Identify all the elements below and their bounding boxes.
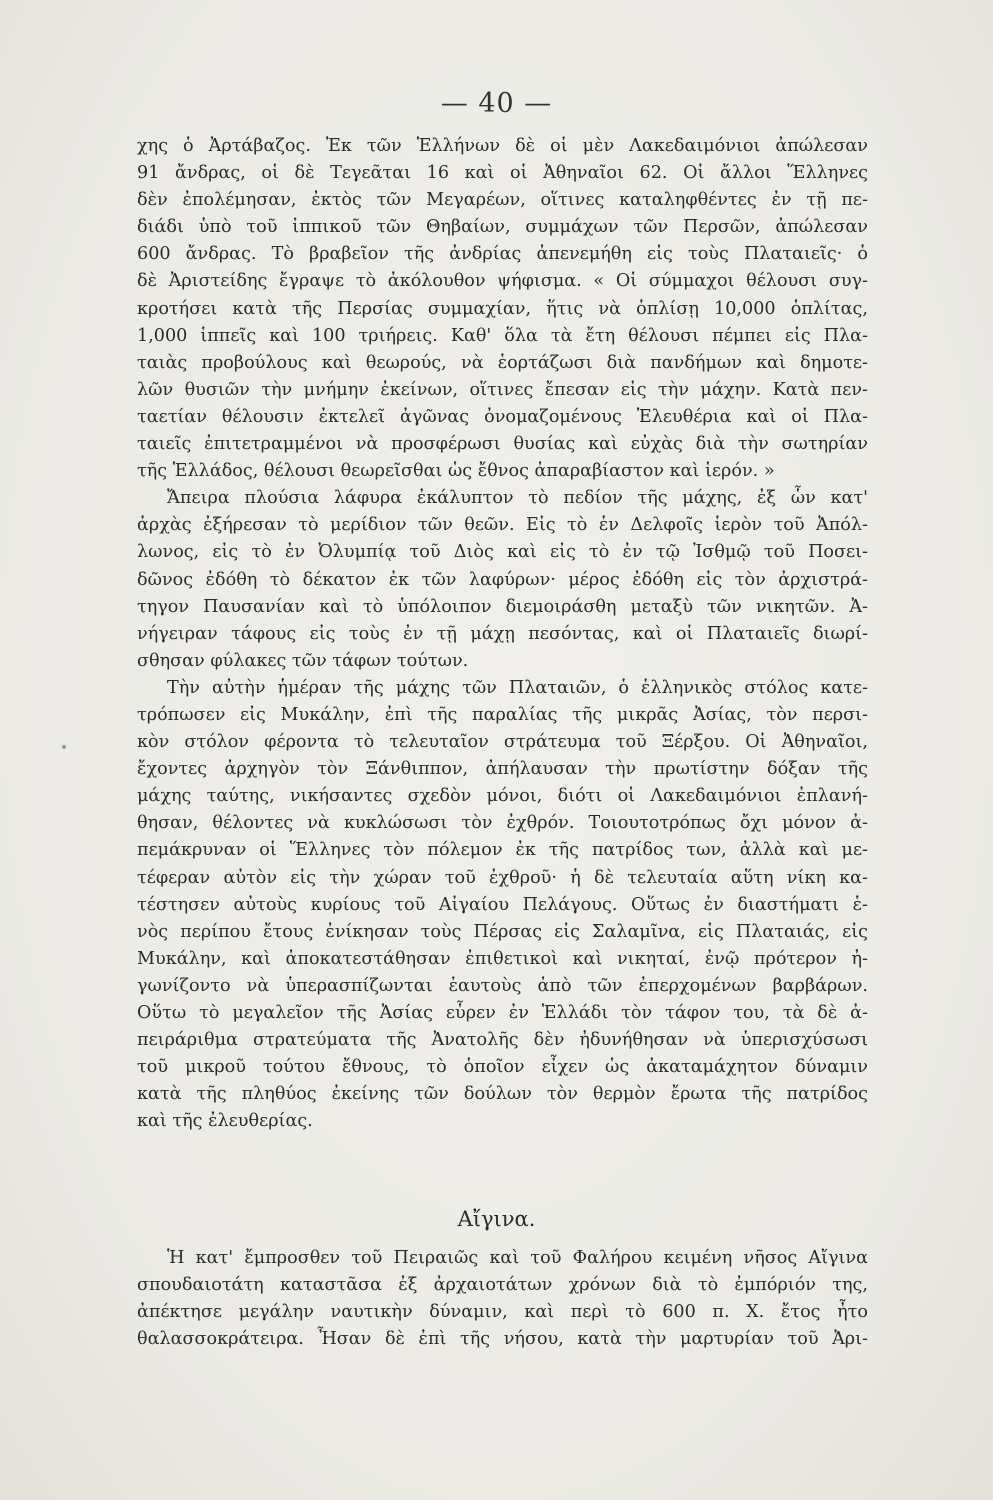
text-line: κατὰ τῆς πληθύος ἐκείνης τῶν δούλων τὸν θερμὸν ἔρωτα τῆς πατρίδος: [137, 1084, 868, 1105]
text-line: ταιὰς προβούλους καὶ θεωρούς, νὰ ἑορτάζωσι διὰ πανδήμων καὶ δημοτε-: [137, 352, 868, 373]
text-line: μάχης ταύτης, νικήσαντες σχεδὸν μόνοι, διότι οἱ Λακεδαιμόνιοι ἐπλανή-: [137, 786, 868, 807]
text-line: κροτήσει κατὰ τῆς Περσίας συμμαχίαν, ἥτις νὰ ὁπλίσῃ 10,000 ὁπλίτας,: [137, 298, 868, 319]
text-line: καὶ τῆς ἐλευθερίας.: [137, 1111, 313, 1132]
text-line: τῆς Ἑλλάδος, θέλουσι θεωρεῖσθαι ὡς ἔθνος ἀπαραβίαστον καὶ ἱερόν. »: [137, 461, 775, 482]
text-line: ἔχοντες ἀρχηγὸν τὸν Ξάνθιππον, ἀπήλαυσαν τὴν πρωτίστην δόξαν τῆς: [137, 759, 868, 780]
text-line: σθησαν φύλακες τῶν τάφων τούτων.: [137, 650, 469, 671]
text-line: ἀπέκτησε μεγάλην ναυτικὴν δύναμιν, καὶ περὶ τὸ 600 π. Χ. ἔτος ἦτο: [137, 1302, 868, 1323]
text-line: νήγειραν τάφους εἰς τοὺς ἐν τῇ μάχῃ πεσόντας, καὶ οἱ Πλαταιεῖς διωρί-: [137, 623, 868, 644]
text-line: γωνίζοντο νὰ ὑπερασπίζωνται ἑαυτοὺς ἀπὸ τῶν ἐπερχομένων βαρβάρων.: [137, 975, 868, 996]
text-line: τρόπωσεν εἰς Μυκάλην, ἐπὶ τῆς παραλίας τῆς μικρᾶς Ἀσίας, τὸν περσι-: [137, 704, 868, 725]
text-line: διάδι ὑπὸ τοῦ ἱππικοῦ τῶν Θηβαίων, συμμάχων τῶν Περσῶν, ἀπώλεσαν: [137, 217, 868, 238]
text-line: δὲν ἐπολέμησαν, ἐκτὸς τῶν Μεγαρέων, οἵτινες καταληφθέντες ἐν τῇ πε-: [137, 190, 868, 211]
main-text-block: [137, 133, 868, 1135]
text-line: σπουδαιοτάτη καταστᾶσα ἐξ ἀρχαιοτάτων χρόνων διὰ τὸ ἐμπόριόν της,: [137, 1275, 868, 1296]
paragraph-first-line: Ἡ κατ' ἔμπροσθεν τοῦ Πειραιῶς καὶ τοῦ Φαλήρου κειμένη νῆσος Αἴγινα: [167, 1248, 868, 1268]
paper-speck: [62, 745, 66, 749]
text-line: χης ὁ Ἀρτάβαζος. Ἐκ τῶν Ἑλλήνων δὲ οἱ μὲν Λακεδαιμόνιοι ἀπώλεσαν: [137, 136, 868, 156]
text-line: τέφεραν αὐτὸν εἰς τὴν χώραν τοῦ ἐχθροῦ· ἡ δὲ τελευταία αὕτη νίκη κα-: [137, 867, 868, 888]
paragraph-first-line: Τὴν αὐτὴν ἡμέραν τῆς μάχης τῶν Πλαταιῶν, ὁ ἑλληνικὸς στόλος κατε-: [167, 677, 868, 698]
text-line: Μυκάλην, καὶ ἀποκατεστάθησαν ἐπιθετικοὶ καὶ νικηταί, ἐνῷ πρότερον ἠ-: [137, 948, 868, 969]
text-line: πειράριθμα στρατεύματα τῆς Ἀνατολῆς δὲν ἠδυνήθησαν νὰ ὑπερισχύσωσι: [137, 1030, 868, 1051]
text-line: τέστησεν αὐτοὺς κυρίους τοῦ Αἰγαίου Πελάγους. Οὕτως ἐν διαστήματι ἑ-: [137, 894, 868, 915]
text-line: 1,000 ἱππεῖς καὶ 100 τριήρεις. Καθ' ὅλα τὰ ἔτη θέλουσι πέμπει εἰς Πλα-: [137, 325, 868, 346]
text-line: Οὕτω τὸ μεγαλεῖον τῆς Ἀσίας εὗρεν ἐν Ἑλλάδι τὸν τάφον του, τὰ δὲ ἀ-: [137, 1003, 868, 1023]
text-line: λωνος, εἰς τὸ ἐν Ὀλυμπίᾳ τοῦ Διὸς καὶ εἰς τὸ ἐν τῷ Ἰσθμῷ τοῦ Ποσει-: [137, 542, 868, 563]
text-line: λῶν θυσιῶν τὴν μνήμην ἐκείνων, οἵτινες ἔπεσαν εἰς τὴν μάχην. Κατὰ πεν-: [137, 379, 868, 400]
text-line: 91 ἄνδρας, οἱ δὲ Τεγεᾶται 16 καὶ οἱ Ἀθηναῖοι 62. Οἱ ἄλλοι Ἕλληνες: [137, 163, 868, 184]
text-line: ἀρχὰς ἐξήρεσαν τὸ μερίδιον τῶν θεῶν. Εἰς τὸ ἐν Δελφοῖς ἱερὸν τοῦ Ἀπόλ-: [137, 515, 868, 536]
text-line: 600 ἄνδρας. Τὸ βραβεῖον τῆς ἀνδρίας ἀπενεμήθη εἰς τοὺς Πλαταιεῖς· ὁ: [137, 244, 868, 265]
section-text-block: [137, 1245, 868, 1353]
section-heading: Αἴγινα.: [457, 1207, 536, 1231]
text-line: τοῦ μικροῦ τούτου ἔθνους, τὸ ὁποῖον εἶχεν ὡς ἀκαταμάχητον δύναμιν: [137, 1057, 868, 1078]
text-line: ταιεῖς ἐπιτετραμμένοι νὰ προσφέρωσι θυσίας καὶ εὐχὰς διὰ τὴν σωτηρίαν: [137, 434, 868, 455]
text-line: τηγον Παυσανίαν καὶ τὸ ὑπόλοιπον διεμοιράσθη μεταξὺ τῶν νικητῶν. Ἀ-: [137, 596, 868, 617]
text-line: κὸν στόλον φέροντα τὸ τελευταῖον στράτευμα τοῦ Ξέρξου. Οἱ Ἀθηναῖοι,: [137, 732, 868, 753]
text-line: πεμάκρυναν οἱ Ἕλληνες τὸν πόλεμον ἐκ τῆς πατρίδος των, ἀλλὰ καὶ με-: [137, 840, 868, 861]
text-line: θησαν, θέλοντες νὰ κυκλώσωσι τὸν ἐχθρόν. Τοιουτοτρόπως ὄχι μόνον ἀ-: [137, 813, 868, 834]
paragraph-first-line: Ἄπειρα πλούσια λάφυρα ἐκάλυπτον τὸ πεδίον τῆς μάχης, ἐξ ὧν κατ': [167, 488, 868, 509]
text-line: δῶνος ἐδόθη τὸ δέκατον ἐκ τῶν λαφύρων· μέρος ἐδόθη εἰς τὸν ἀρχιστρά-: [137, 569, 868, 590]
text-line: θαλασσοκράτειρα. Ἦσαν δὲ ἐπὶ τῆς νήσου, κατὰ τὴν μαρτυρίαν τοῦ Ἀρι-: [137, 1329, 868, 1350]
text-line: δὲ Ἀριστείδης ἔγραψε τὸ ἀκόλουθον ψήφισμα. « Οἱ σύμμαχοι θέλουσι συγ-: [137, 271, 868, 292]
text-line: ταετίαν θέλουσιν ἐκτελεῖ ἀγῶνας ὀνομαζομένους Ἐλευθέρια καὶ οἱ Πλα-: [137, 406, 868, 427]
page-number: — 40 —: [440, 88, 553, 119]
text-line: νὸς περίπου ἔτους ἐνίκησαν τοὺς Πέρσας εἰς Σαλαμῖνα, εἰς Πλαταιάς, εἰς: [137, 921, 868, 942]
